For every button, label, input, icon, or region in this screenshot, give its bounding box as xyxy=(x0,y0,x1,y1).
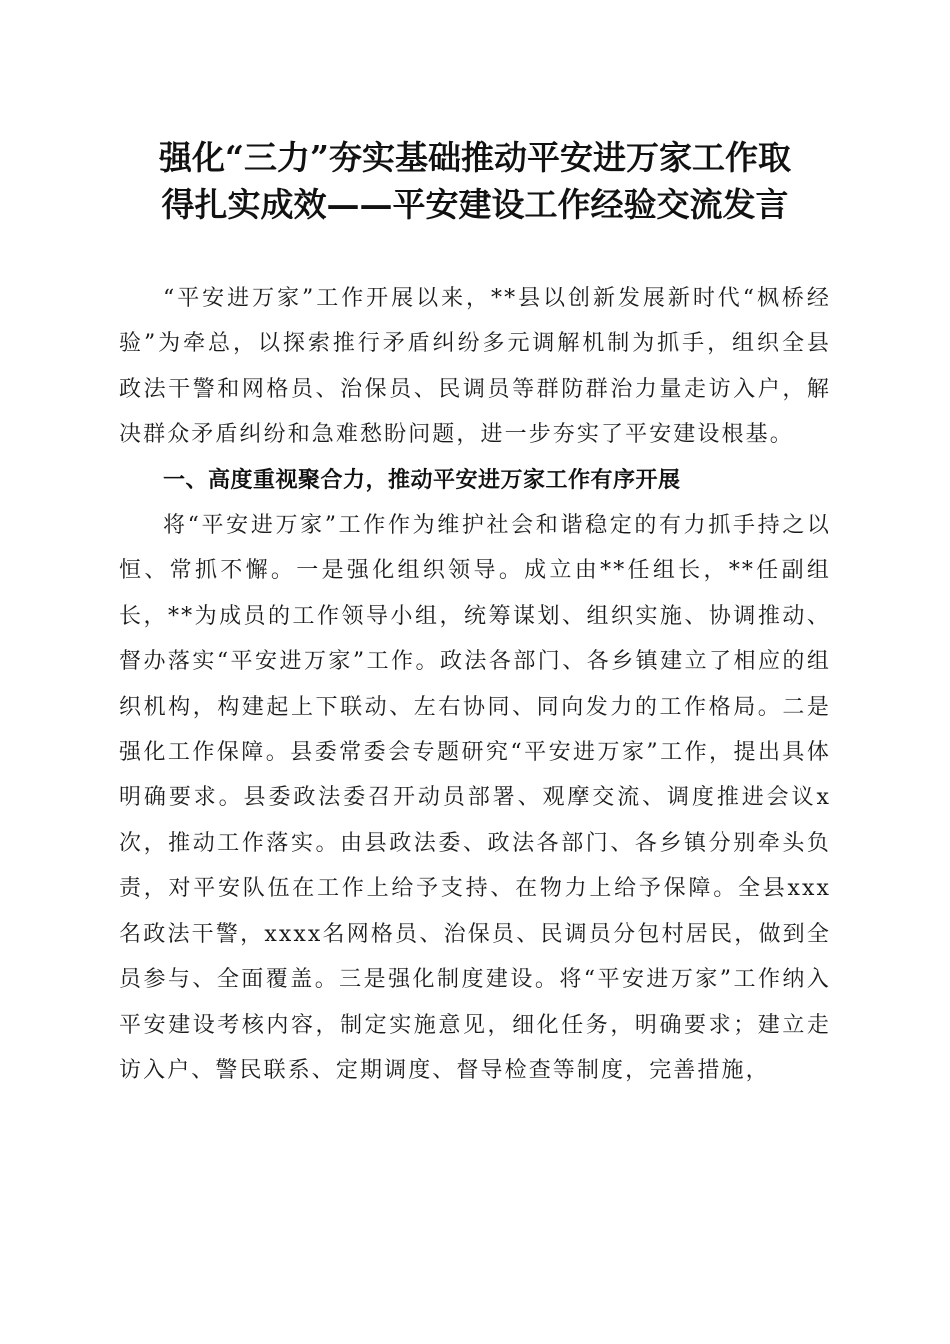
intro-paragraph: “平安进万家”工作开展以来，**县以创新发展新时代“枫桥经验”为牵总，以探索推行矛盾纠纷多元调解机制为抓手，组织全县政法干警和网格员、治保员、民调员等群防群治力量走访入户，解决群众矛盾纠纷和急难愁盼问题，进一步夯实了平安建设根基。 xyxy=(119,286,831,448)
document-body xyxy=(119,276,831,1093)
document-title xyxy=(100,134,850,228)
title-line-2: 得扎实成效——平安建设工作经验交流发言 xyxy=(161,185,789,224)
section-heading: 一、高度重视聚合力，推动平安进万家工作有序开展 xyxy=(163,467,681,493)
section-paragraph: 将“平安进万家”工作作为维护社会和谐稳定的有力抓手持之以恒、常抓不懈。一是强化组织领导。成立由**任组长，**任副组长，**为成员的工作领导小组，统筹谋划、组织实施、协调推动、督办落实“平安进万家”工作。政法各部门、各乡镇建立了相应的组织机构，构建起上下联动、左右协同、同向发力的工作格局。二是强化工作保障。县委常委会专题研究“平安进万家”工作，提出具体明确要求。县委政法委召开动员部署、观摩交流、调度推进会议x次，推动工作落实。由县政法委、政法各部门、各乡镇分别牵头负责，对平安队伍在工作上给予支持、在物力上给予保障。全县xxx名政法干警，xxxx名网格员、治保员、民调员分包村居民，做到全员参与、全面覆盖。三是强化制度建设。将“平安进万家”工作纳入平安建设考核内容，制定实施意见，细化任务，明确要求；建立走访入户、警民联系、定期调度、督导检查等制度，完善措施， xyxy=(119,513,831,1083)
title-line-1: 强化“三力”夯实基础推动平安进万家工作取 xyxy=(159,138,791,177)
